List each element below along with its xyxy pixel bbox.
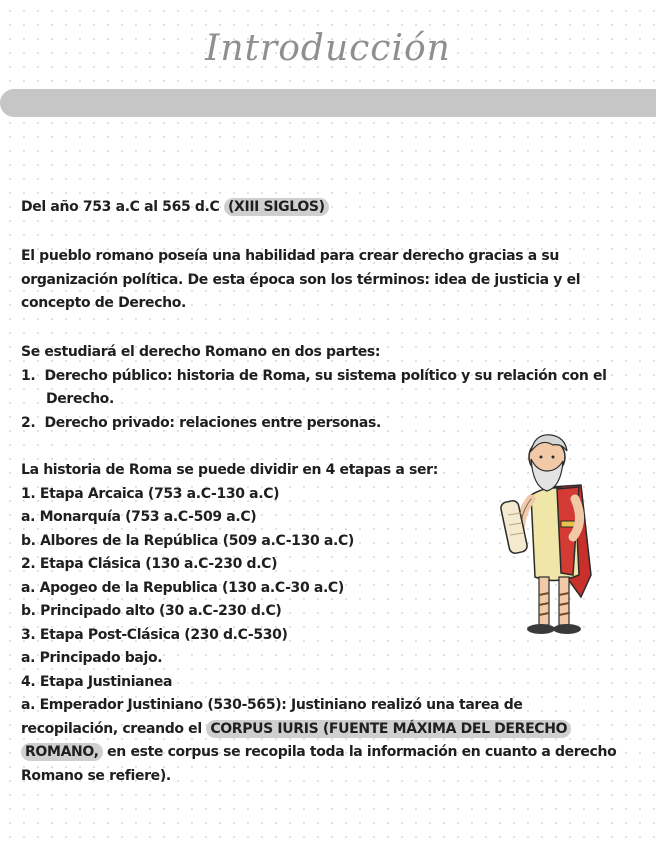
history-line: b. Principado alto (30 a.C-230 d.C) [21, 603, 282, 619]
period-line [21, 196, 641, 220]
study-item-number: 2. [21, 414, 36, 431]
history-line: 1. Etapa Arcaica (753 a.C-130 a.C) [21, 485, 280, 502]
justinian-line: recopilación, creando el [21, 720, 207, 737]
history-line: 4. Etapa Justinianea [21, 673, 173, 690]
intro-line: concepto de Derecho. [21, 295, 186, 311]
roman-philosopher-icon [495, 425, 607, 647]
period-highlight: (XIII SIGLOS) [224, 198, 329, 216]
study-item-text-continued: Derecho. [46, 391, 114, 407]
corpus-highlight: CORPUS IURIS (FUENTE MÁXIMA DEL DERECHO [206, 720, 571, 738]
page-title: Introducción [205, 28, 451, 69]
history-line: 3. Etapa Post-Clásica (230 d.C-530) [21, 626, 288, 643]
justinian-line: Romano se refiere). [21, 767, 171, 784]
justinian-line: en este corpus se recopila toda la información en cuanto a derecho [102, 744, 617, 760]
study-item-text: Derecho privado: relaciones entre personas. [44, 414, 381, 431]
history-line: b. Albores de la República (509 a.C-130 a.C) [21, 532, 354, 549]
study-section [21, 341, 641, 435]
history-heading: La historia de Roma se puede dividir en 4 etapas a ser: [21, 462, 438, 478]
corpus-highlight-continued: ROMANO, [21, 743, 103, 761]
justinian-line: a. Emperador Justiniano (530-565): Justiniano realizó una tarea de [21, 697, 523, 713]
intro-paragraph [21, 245, 641, 316]
period-text: Del año 753 a.C al 565 d.C [21, 199, 224, 215]
intro-line: organización política. De esta época son los términos: idea de justicia y el [21, 271, 581, 288]
title-underline-bar [0, 89, 656, 117]
study-heading: Se estudiará el derecho Romano en dos partes: [21, 344, 381, 360]
history-line: a. Principado bajo. [21, 650, 163, 666]
study-item-number: 1. [21, 367, 36, 384]
history-line: a. Apogeo de la Republica (130 a.C-30 a.C) [21, 579, 344, 596]
study-item-text: Derecho público: historia de Roma, su sistema político y su relación con el [44, 367, 607, 384]
study-list-item [21, 365, 641, 412]
intro-line: El pueblo romano poseía una habilidad para crear derecho gracias a su [21, 248, 559, 264]
history-line: 2. Etapa Clásica (130 a.C-230 d.C) [21, 556, 278, 572]
history-line: a. Monarquía (753 a.C-509 a.C) [21, 509, 257, 525]
